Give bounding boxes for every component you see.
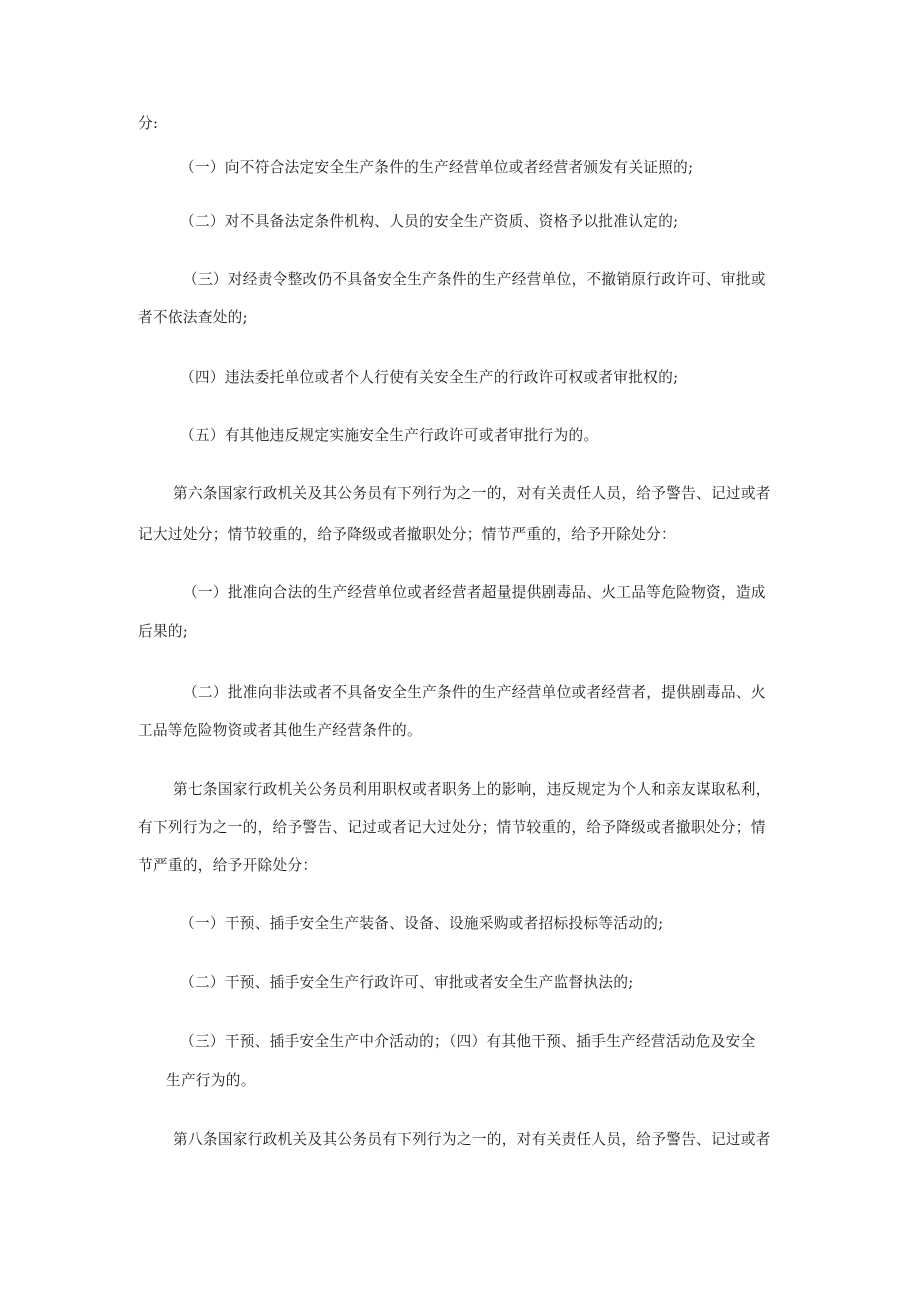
text-line-20: 生产行为的。 [166,1072,256,1089]
text-line-14: 第七条国家行政机关公务员利用职权或者职务上的影响，违反规定为个人和亲友谋取私利， [173,781,771,798]
text-line-16: 节严重的，给予开除处分： [138,857,318,874]
text-line-5: 者不依法查处的; [138,309,248,326]
text-line-10: （一）批准向合法的生产经营单位或者经营者超量提供剧毒品、火工品等危险物资，造成 [183,584,766,601]
text-line-4: （三）对经责令整改仍不具备安全生产条件的生产经营单位，不撤销原行政许可、审批或 [183,271,766,288]
text-line-13: 工品等危险物资或者其他生产经营条件的。 [138,722,422,739]
text-line-11: 后果的; [138,623,189,640]
text-line-12: （二）批准向非法或者不具备安全生产条件的生产经营单位或者经营者，提供剧毒品、火 [183,684,766,701]
text-line-17: （一）干预、插手安全生产装备、设备、设施采购或者招标投标等活动的; [180,915,664,932]
text-line-18: （二）干预、插手安全生产行政许可、审批或者安全生产监督执法的; [180,974,634,991]
text-line-2: （一）向不符合法定安全生产条件的生产经营单位或者经营者颁发有关证照的; [180,159,694,176]
text-line-19: （三）干预、插手安全生产中介活动的；（四）有其他干预、插手生产经营活动危及安全 [180,1033,756,1050]
text-line-21: 第八条国家行政机关及其公务员有下列行为之一的，对有关责任人员，给予警告、记过或者 [173,1131,771,1148]
text-line-1: 分: [138,115,159,132]
text-line-9: 记大过处分；情节较重的，给予降级或者撤职处分；情节严重的，给予开除处分： [138,526,676,543]
text-line-8: 第六条国家行政机关及其公务员有下列行为之一的，对有关责任人员，给予警告、记过或者 [173,485,771,502]
text-line-15: 有下列行为之一的，给予警告、记过或者记大过处分；情节较重的，给予降级或者撤职处分；情 [138,819,766,836]
text-line-6: （四）违法委托单位或者个人行使有关安全生产的行政许可权或者审批权的; [180,369,679,386]
text-line-3: （二）对不具备法定条件机构、人员的安全生产资质、资格予以批准认定的; [180,213,679,230]
text-line-7: （五）有其他违反规定实施安全生产行政许可或者审批行为的。 [180,427,599,444]
